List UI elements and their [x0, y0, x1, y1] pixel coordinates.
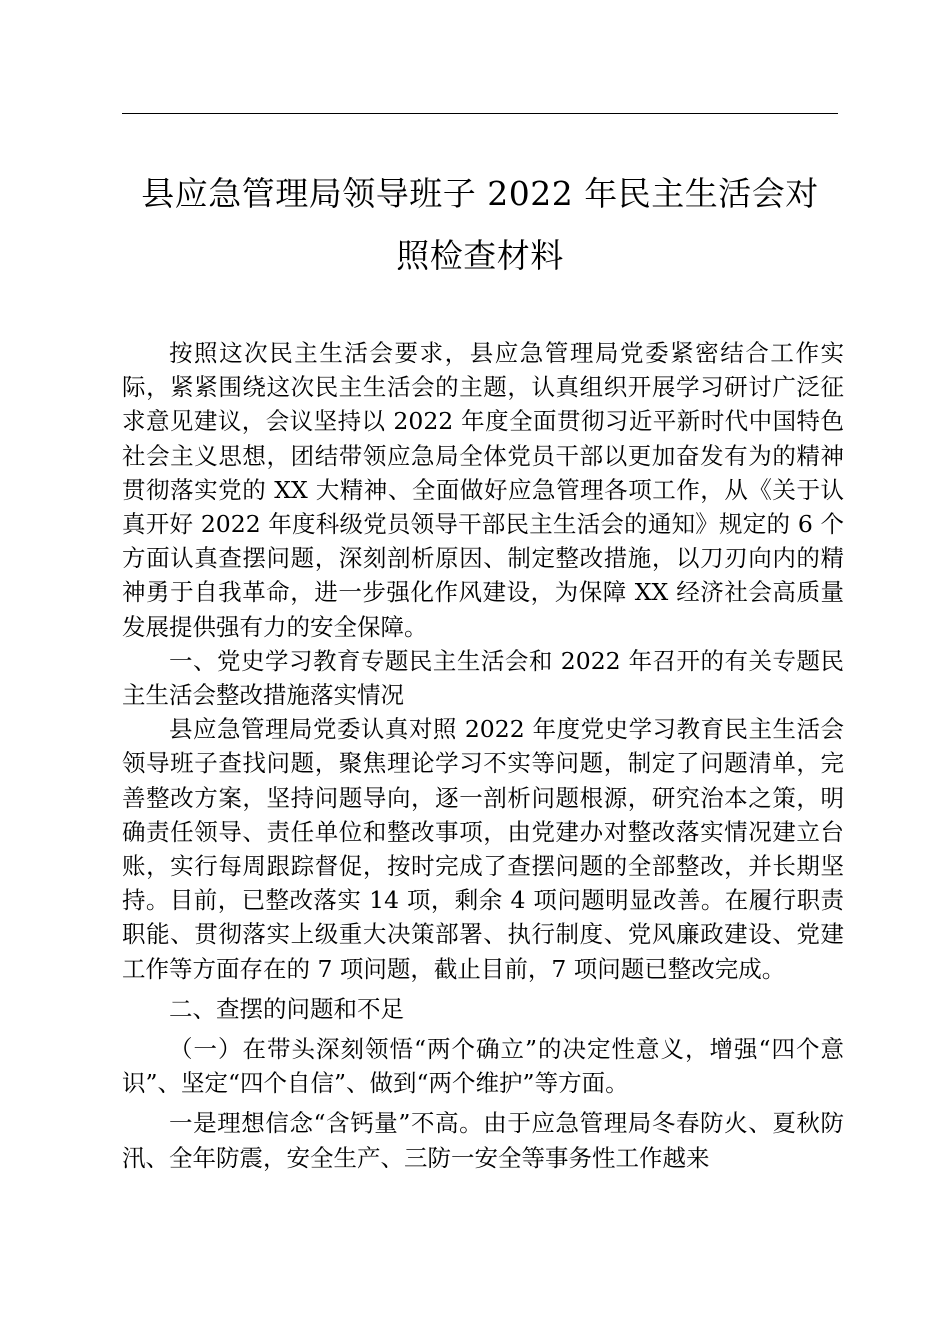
section-heading-2: 二、查摆的问题和不足 [169, 994, 404, 1023]
intro-paragraph: 按照这次民主生活会要求，县应急管理局党委紧密结合工作实际，紧紧围绕这次民主生活会的主题，认真组织开展学习研讨广泛征求意见建议，会议坚持以 2022 年度全面贯彻习近平新时代中国特色社会主义思想，团结带领应急局全体党员干部以更加奋发有为的精神贯彻落实党的 XX 大精神、全面做好应急管理各项工作，从《关于认真开好 2022 年度科级党员领导干部民主生活会的通知》规定的 6 个方面认真查摆问题，深刻剖析原因、制定整改措施，以刀刃向内的精神勇于自我革命，进一步强化作风建设，为保障 XX 经济社会高质量发展提供强有力的安全保障。 [122, 339, 844, 641]
document-title [110, 163, 850, 287]
title-line-1: 县应急管理局领导班子 2022 年民主生活会对 [141, 174, 819, 213]
section-heading-1: 一、党史学习教育专题民主生活会和 2022 年召开的有关专题民主生活会整改措施落实情况 [122, 646, 844, 710]
subsection-heading-1: （一）在带头深刻领悟“两个确立”的决定性意义，增强“四个意识”、坚定“四个自信”、做到“两个维护”等方面。 [122, 1035, 844, 1098]
point-1-paragraph: 一是理想信念“含钙量”不高。由于应急管理局冬春防火、夏秋防汛、全年防震，安全生产、三防一安全等事务性工作越来 [122, 1109, 844, 1172]
header-rule [122, 113, 838, 114]
section-1-paragraph: 县应急管理局党委认真对照 2022 年度党史学习教育民主生活会领导班子查找问题，聚焦理论学习不实等问题，制定了问题清单，完善整改方案，坚持问题导向，逐一剖析问题根源，研究治本之策，明确责任领导、责任单位和整改事项，由党建办对整改落实情况建立台账，实行每周跟踪督促，按时完成了查摆问题的全部整改，并长期坚持。目前，已整改落实 14 项，剩余 4 项问题明显改善。在履行职责职能、贯彻落实上级重大决策部署、执行制度、党风廉政建设、党建工作等方面存在的 7 项问题，截止目前，7 项问题已整改完成。 [122, 715, 844, 983]
document-body [122, 336, 844, 1175]
title-line-2: 照检查材料 [396, 236, 564, 275]
